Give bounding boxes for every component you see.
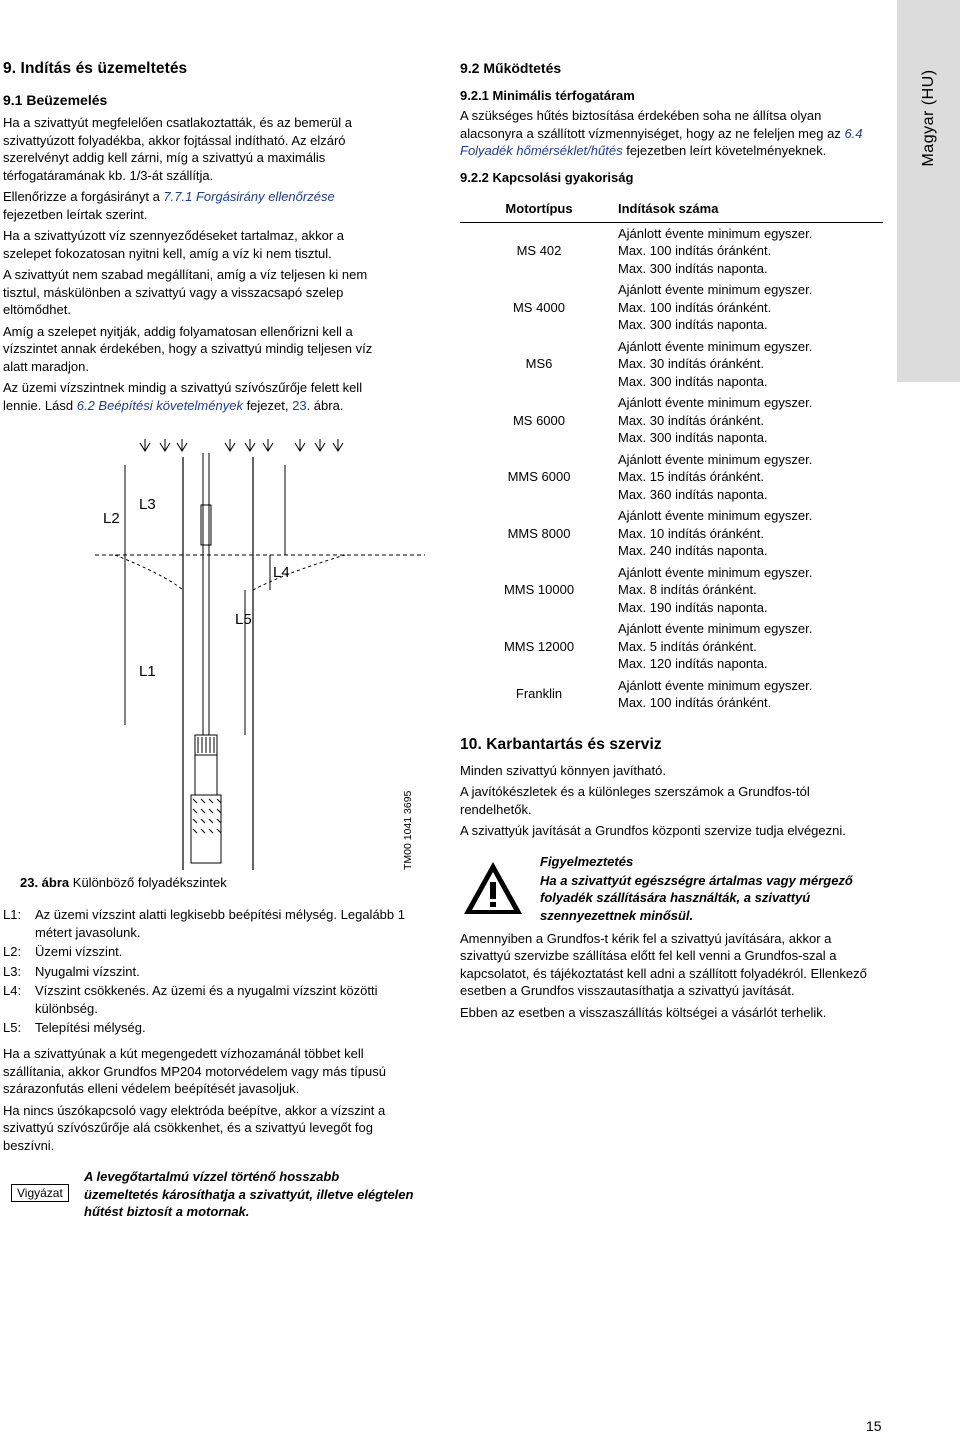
starts-cell [618,675,883,714]
starts-line: Ajánlott évente minimum egyszer. [618,508,813,523]
legend-row-L1: L1: Az üzemi vízszint alatti legkisebb beépítési mélység. Legalább 1 métert javasolunk. [3,907,405,940]
label-L1: L1 [139,663,156,680]
motor-type-cell: MMS 8000 [507,525,571,541]
well-casing [183,457,253,870]
starts-cell [618,392,883,449]
riser-pipe [201,453,211,735]
starts-line: Ajánlott évente minimum egyszer. [618,621,813,636]
starts-cell [618,279,883,336]
starts-line: Max. 120 indítás naponta. [618,656,768,671]
table-row [460,449,883,506]
left-column [3,60,395,418]
legend-row-L3: L3: Nyugalmi vízszint. [3,963,140,979]
pump-icon [191,735,221,863]
link-liquid-temperature[interactable]: 6.4 Folyadék hőmérséklet/hűtés [460,125,863,158]
starts-line: Max. 300 indítás naponta. [618,373,768,389]
starts-line: Ajánlott évente minimum egyszer. [618,282,813,297]
paragraph-return-contact: Amennyiben a Grundfos-t kérik fel a szivattyú javítására, akkor a szivattyú szervizbe szállítása előtt fel kell venni a Grundfos-szal a kapcsolatot, és tájékoztatást kell adni a szállított folyadékról. Ellenkező esetben a Grundfos visszautasíthatja a szivattyú javítását. [460,930,867,998]
table-row [460,392,883,449]
caution-text: A levegőtartalmú vízzel történő hosszabb üzemeltetés károsíthatja a szivattyút, illetve elégtelen hűtést biztosít a motornak. [84,1169,414,1219]
warning-text: Ha a szivattyút egészségre ártalmas vagy mérgező folyadék szállítására használták, a szivattyú szennyezettnek minősül. [540,872,853,923]
paragraph-min-flow: A szükséges hűtés biztosítása érdekében soha ne állítsa olyan alacsonyra a szállított vízmennyiséget, hogy az ne feleljen meg az 6.4 Folyadék hőmérséklet/hűtés fejezetben leírt követelményeknek. [460,108,863,158]
label-L3: L3 [139,496,156,513]
table-header-motor: Motortípus [460,197,618,223]
subsection-title-9-2-1: 9.2.1 Minimális térfogatáram [460,88,635,103]
liquid-levels-figure [95,425,425,870]
subsection-title-9-2: 9.2 Működtetés [460,60,562,76]
starts-cell [618,336,883,393]
paragraph-kits: A javítókészletek és a különleges szerszámok a Grundfos-tól rendelhetők. [460,784,810,817]
warning-title: Figyelmeztetés [540,853,634,869]
paragraph-return-costs: Ebben az esetben a visszaszállítás költségei a vásárlót terhelik. [460,1004,827,1020]
paragraph-startup: Ha a szivattyút megfelelően csatlakoztatták, és az bemerül a szivattyúzott folyadékba, akkor fojtással indítható. Az elzáró szerelvényt addig kell zárni, míg a szivattyú a maximális térfogatáramának kb. 1/3-át szállítja. [3,115,353,183]
caution-label: Vigyázat [11,1184,69,1202]
motor-type-cell: MS 402 [516,243,562,258]
starts-line: Max. 100 indítás óránként. [618,243,772,258]
subsection-title-9-2-2: 9.2.2 Kapcsolási gyakoriság [460,169,634,185]
paragraph-central-service: A szivattyúk javítását a Grundfos központi szervize tudja elvégezni. [460,823,846,838]
paragraph-operating-level: Az üzemi vízszintnek mindig a szivattyú szívószűrője felett kell lennie. Lásd 6.2 Beépítési követelmények fejezet, 23. ábra. [3,380,363,413]
motor-type-cell: MS 4000 [512,299,566,315]
table-row [460,336,883,393]
starts-cell [618,222,883,279]
paragraph-mp204: Ha a szivattyúnak a kút megengedett vízhozamánál többet kell szállítania, akkor Grundfos MP204 motorvédelem vagy más típusú szárazonfutás elleni védelem beépítését javasoljuk. [3,1046,386,1096]
starts-line: Max. 360 indítás naponta. [618,486,768,502]
starts-line: Max. 10 indítás óránként. [618,525,764,541]
starts-line: Max. 15 indítás óránként. [618,469,764,484]
link-figure-23[interactable]: 23 [292,397,307,413]
legend-row-L2: L2: Üzemi vízszint. [3,944,123,959]
starts-line: Max. 30 indítás óránként. [618,356,764,371]
section-title-10: 10. Karbantartás és szerviz [460,735,662,753]
motor-type-cell: Franklin [515,686,563,702]
drawdown-cone [115,555,345,590]
link-rotation-check[interactable]: 7.7.1 Forgásirány ellenőrzése [163,189,335,204]
language-tab [897,0,960,382]
table-row [460,505,883,562]
starts-line: Max. 5 indítás óránként. [618,638,757,654]
figure-caption [20,875,227,890]
label-L4: L4 [273,564,290,581]
left-bottom-text [3,1045,408,1158]
figure-caption-text: Különböző folyadékszintek [72,875,227,890]
paragraph-no-stop: A szivattyút nem szabad megállítani, amíg a víz teljesen ki nem tisztul, máskülönben a szivattyú vagy a visszacsapó szelep eltömődhet. [3,267,368,317]
subsection-title-9-1: 9.1 Beüzemelés [3,92,108,108]
paragraph-repairable: Minden szivattyú könnyen javítható. [460,762,666,778]
motor-type-cell: MS 6000 [512,412,566,428]
table-row [460,562,883,619]
label-L5: L5 [235,611,252,628]
warning-triangle-icon [462,860,524,916]
legend-row-L4: L4: Vízszint csökkenés. Az üzemi és a nyugalmi vízszint közötti különbség. [3,983,378,1016]
ground-grass-icon [140,439,343,451]
figure-caption-number: 23. ábra [20,875,70,890]
table-row [460,675,883,714]
starts-cell [618,618,883,675]
figure-code: TM00 1041 3695 [402,790,414,870]
starts-line: Ajánlott évente minimum egyszer. [618,338,813,354]
starts-cell [618,505,883,562]
paragraph-water-level: Amíg a szelepet nyitják, addig folyamatosan ellenőrizni kell a vízszintet annak érdekében, hogy a szivattyú mindig teljesen víz alatt maradjon. [3,323,373,374]
label-L2: L2 [103,510,120,527]
starts-line: Max. 240 indítás naponta. [618,543,768,558]
motor-type-cell: MMS 10000 [503,582,575,597]
motor-type-cell: MS6 [525,356,553,371]
starts-line: Max. 30 indítás óránként. [618,412,764,428]
starts-line: Max. 8 indítás óránként. [618,582,757,597]
starts-cell [618,562,883,619]
starts-line: Max. 300 indítás naponta. [618,317,768,332]
start-frequency-table [460,197,883,714]
motor-type-cell: MMS 12000 [503,638,575,654]
section-title-9: 9. Indítás és üzemeltetés [3,60,188,77]
paragraph-air-intake: Ha nincs úszókapcsoló vagy elektróda beépítve, akkor a vízszint a szivattyú szívószűrője alá csökkenhet, és a szivattyú levegőt fog beszívni. [3,1102,386,1153]
starts-line: Ajánlott évente minimum egyszer. [618,677,813,693]
starts-line: Max. 100 indítás óránként. [618,695,772,710]
starts-line: Max. 100 indítás óránként. [618,299,772,315]
starts-line: Ajánlott évente minimum egyszer. [618,564,813,580]
table-header-starts: Indítások száma [618,197,883,223]
motor-type-cell: MMS 6000 [507,469,571,484]
table-row [460,222,883,279]
paragraph-dirty-water: Ha a szivattyúzott víz szennyeződéseket tartalmaz, akkor a szelepet fokozatosan nyitni kell, amíg a víz ki nem tisztul. [3,228,345,261]
page-number: 15 [866,1418,882,1434]
starts-line: Ajánlott évente minimum egyszer. [618,225,813,241]
table-row [460,279,883,336]
starts-line: Max. 300 indítás naponta. [618,430,768,445]
language-tab-label: Magyar (HU) [919,69,937,167]
starts-line: Ajánlott évente minimum egyszer. [618,451,813,467]
figure-legend [3,906,423,1039]
link-installation-requirements[interactable]: 6.2 Beépítési követelmények [76,397,243,413]
table-row [460,618,883,675]
starts-line: Max. 190 indítás naponta. [618,599,768,615]
right-column [460,60,882,1025]
starts-cell [618,449,883,506]
paragraph-rotation: Ellenőrizze a forgásirányt a 7.7.1 Forgásirány ellenőrzése fejezetben leírtak szerint. [3,189,335,222]
starts-line: Max. 300 indítás naponta. [618,260,768,276]
starts-line: Ajánlott évente minimum egyszer. [618,395,813,410]
warning-block [460,854,882,926]
table-header-row [460,197,883,223]
legend-row-L5: L5: Telepítési mélység. [3,1020,146,1035]
